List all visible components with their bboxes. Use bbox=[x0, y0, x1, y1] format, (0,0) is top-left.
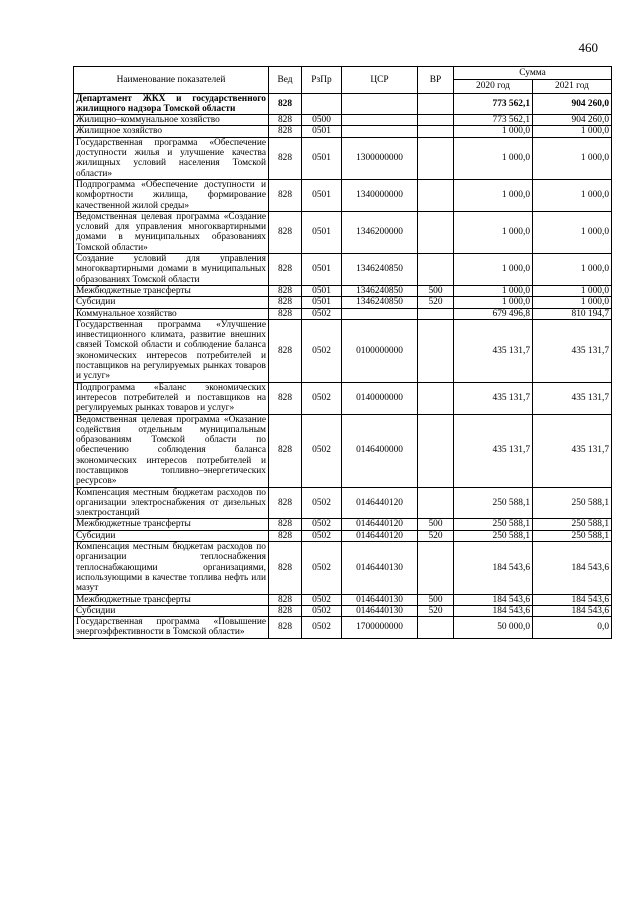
header-sum: Сумма bbox=[454, 67, 612, 80]
row-ved: 828 bbox=[269, 297, 302, 308]
row-sum-2020: 1 000,0 bbox=[454, 179, 533, 211]
row-sum-2021: 1 000,0 bbox=[533, 285, 612, 296]
row-sum-2021: 184 543,6 bbox=[533, 594, 612, 605]
row-ved: 828 bbox=[269, 126, 302, 137]
row-sum-2021: 184 543,6 bbox=[533, 605, 612, 616]
row-sum-2021: 435 131,7 bbox=[533, 382, 612, 414]
row-name: Государственная программа «Обеспечение доступности жилья и улучшение качества жилищных условий населения Томской области» bbox=[74, 137, 269, 179]
row-ved: 828 bbox=[269, 382, 302, 414]
row-sum-2020: 773 562,1 bbox=[454, 93, 533, 115]
row-name: Компенсация местным бюджетам расходов по организации электроснабжения от дизельных электростанций bbox=[74, 487, 269, 519]
row-csr: 0100000000 bbox=[342, 319, 418, 382]
row-vr: 500 bbox=[418, 519, 454, 530]
row-vr: 520 bbox=[418, 605, 454, 616]
row-rzpr: 0502 bbox=[302, 487, 342, 519]
row-rzpr bbox=[302, 93, 342, 115]
row-vr bbox=[418, 308, 454, 319]
header-ved: Вед bbox=[269, 67, 302, 94]
row-rzpr: 0502 bbox=[302, 414, 342, 487]
row-csr: 0146440120 bbox=[342, 487, 418, 519]
row-name: Межбюджетные трансферты bbox=[74, 285, 269, 296]
row-sum-2020: 184 543,6 bbox=[454, 605, 533, 616]
row-sum-2021: 0,0 bbox=[533, 617, 612, 639]
row-name: Государственная программа «Повышение энергоэффективности в Томской области» bbox=[74, 617, 269, 639]
row-sum-2021: 250 588,1 bbox=[533, 530, 612, 541]
row-csr: 1346240850 bbox=[342, 297, 418, 308]
row-ved: 828 bbox=[269, 605, 302, 616]
row-vr bbox=[418, 542, 454, 594]
row-csr bbox=[342, 126, 418, 137]
table-row bbox=[74, 211, 612, 253]
table-row bbox=[74, 617, 612, 639]
row-sum-2021: 1 000,0 bbox=[533, 211, 612, 253]
row-sum-2020: 773 562,1 bbox=[454, 115, 533, 126]
row-ved: 828 bbox=[269, 487, 302, 519]
table-header bbox=[74, 67, 612, 94]
row-vr bbox=[418, 211, 454, 253]
header-csr: ЦСР bbox=[342, 67, 418, 94]
table-row bbox=[74, 137, 612, 179]
row-vr bbox=[418, 93, 454, 115]
row-ved: 828 bbox=[269, 179, 302, 211]
row-vr: 500 bbox=[418, 594, 454, 605]
table-row bbox=[74, 519, 612, 530]
row-name: Ведомственная целевая программа «Создание условий для управления многоквартирными домами в муниципальных образованиях Томской области» bbox=[74, 211, 269, 253]
table-row bbox=[74, 487, 612, 519]
row-csr: 0146440130 bbox=[342, 542, 418, 594]
table-row bbox=[74, 308, 612, 319]
row-csr: 0146440120 bbox=[342, 530, 418, 541]
row-rzpr: 0502 bbox=[302, 308, 342, 319]
row-ved: 828 bbox=[269, 308, 302, 319]
row-csr: 1346200000 bbox=[342, 211, 418, 253]
table-row bbox=[74, 93, 612, 115]
row-rzpr: 0502 bbox=[302, 542, 342, 594]
row-name: Создание условий для управления многоквартирными домами в муниципальных образованиях Томской области bbox=[74, 254, 269, 286]
row-vr bbox=[418, 414, 454, 487]
row-rzpr: 0501 bbox=[302, 211, 342, 253]
table-row bbox=[74, 126, 612, 137]
row-rzpr: 0502 bbox=[302, 519, 342, 530]
row-name: Межбюджетные трансферты bbox=[74, 519, 269, 530]
row-ved: 828 bbox=[269, 254, 302, 286]
table-row bbox=[74, 115, 612, 126]
table-row bbox=[74, 382, 612, 414]
row-sum-2021: 435 131,7 bbox=[533, 319, 612, 382]
row-vr bbox=[418, 137, 454, 179]
row-sum-2021: 1 000,0 bbox=[533, 254, 612, 286]
row-sum-2021: 904 260,0 bbox=[533, 93, 612, 115]
page-number: 460 bbox=[578, 40, 598, 55]
row-rzpr: 0501 bbox=[302, 179, 342, 211]
row-rzpr: 0501 bbox=[302, 285, 342, 296]
row-ved: 828 bbox=[269, 530, 302, 541]
row-ved: 828 bbox=[269, 594, 302, 605]
header-year-2021: 2021 год bbox=[533, 80, 612, 93]
row-vr bbox=[418, 126, 454, 137]
row-ved: 828 bbox=[269, 617, 302, 639]
row-rzpr: 0501 bbox=[302, 126, 342, 137]
row-sum-2021: 1 000,0 bbox=[533, 126, 612, 137]
row-sum-2021: 250 588,1 bbox=[533, 519, 612, 530]
row-csr: 0146440130 bbox=[342, 594, 418, 605]
row-ved: 828 bbox=[269, 137, 302, 179]
row-ved: 828 bbox=[269, 115, 302, 126]
row-sum-2020: 1 000,0 bbox=[454, 126, 533, 137]
row-ved: 828 bbox=[269, 319, 302, 382]
header-rzpr: РзПр bbox=[302, 67, 342, 94]
row-ved: 828 bbox=[269, 542, 302, 594]
row-csr bbox=[342, 93, 418, 115]
row-vr bbox=[418, 254, 454, 286]
row-csr: 1346240850 bbox=[342, 254, 418, 286]
table-row bbox=[74, 254, 612, 286]
row-sum-2020: 50 000,0 bbox=[454, 617, 533, 639]
row-sum-2020: 1 000,0 bbox=[454, 297, 533, 308]
table-row bbox=[74, 179, 612, 211]
row-rzpr: 0502 bbox=[302, 617, 342, 639]
row-name: Субсидии bbox=[74, 605, 269, 616]
header-year-2020: 2020 год bbox=[454, 80, 533, 93]
row-csr: 1700000000 bbox=[342, 617, 418, 639]
row-ved: 828 bbox=[269, 519, 302, 530]
row-vr bbox=[418, 487, 454, 519]
table-row bbox=[74, 594, 612, 605]
row-rzpr: 0502 bbox=[302, 319, 342, 382]
row-sum-2020: 435 131,7 bbox=[454, 319, 533, 382]
table-row bbox=[74, 542, 612, 594]
row-name: Департамент ЖКХ и государственного жилищного надзора Томской области bbox=[74, 93, 269, 115]
row-csr: 1300000000 bbox=[342, 137, 418, 179]
row-name: Ведомственная целевая программа «Оказание содействия отдельным муниципальным образованиям Томской области по обеспечению соблюдения баланса экономических интересов потребителей и поставщиков топливно–энергетических ресурсов» bbox=[74, 414, 269, 487]
table-body bbox=[74, 93, 612, 638]
row-sum-2020: 679 496,8 bbox=[454, 308, 533, 319]
row-sum-2021: 1 000,0 bbox=[533, 297, 612, 308]
row-ved: 828 bbox=[269, 211, 302, 253]
row-name: Жилищно–коммунальное хозяйство bbox=[74, 115, 269, 126]
row-vr bbox=[418, 319, 454, 382]
row-sum-2020: 250 588,1 bbox=[454, 530, 533, 541]
row-sum-2020: 184 543,6 bbox=[454, 594, 533, 605]
row-rzpr: 0501 bbox=[302, 297, 342, 308]
row-sum-2021: 1 000,0 bbox=[533, 179, 612, 211]
table-row bbox=[74, 605, 612, 616]
header-vr: ВР bbox=[418, 67, 454, 94]
header-name: Наименование показателей bbox=[74, 67, 269, 94]
row-sum-2020: 1 000,0 bbox=[454, 211, 533, 253]
row-csr: 0140000000 bbox=[342, 382, 418, 414]
row-sum-2020: 435 131,7 bbox=[454, 382, 533, 414]
row-vr: 520 bbox=[418, 297, 454, 308]
row-rzpr: 0502 bbox=[302, 530, 342, 541]
row-sum-2020: 1 000,0 bbox=[454, 285, 533, 296]
row-name: Государственная программа «Улучшение инвестиционного климата, развитие внешних связей Томской области и соблюдение баланса экономических интересов потребителей и поставщиков на регулируемых рынках товаров и услуг» bbox=[74, 319, 269, 382]
row-rzpr: 0500 bbox=[302, 115, 342, 126]
row-sum-2020: 435 131,7 bbox=[454, 414, 533, 487]
table-row bbox=[74, 285, 612, 296]
row-ved: 828 bbox=[269, 414, 302, 487]
row-name: Подпрограмма «Баланс экономических интересов потребителей и поставщиков на регулируемых рынках товаров и услуг» bbox=[74, 382, 269, 414]
row-rzpr: 0502 bbox=[302, 382, 342, 414]
row-vr: 500 bbox=[418, 285, 454, 296]
budget-table bbox=[73, 66, 612, 639]
row-csr: 1346240850 bbox=[342, 285, 418, 296]
row-rzpr: 0502 bbox=[302, 594, 342, 605]
row-vr bbox=[418, 179, 454, 211]
row-rzpr: 0501 bbox=[302, 137, 342, 179]
table-row bbox=[74, 414, 612, 487]
table-row bbox=[74, 530, 612, 541]
row-ved: 828 bbox=[269, 93, 302, 115]
row-sum-2020: 184 543,6 bbox=[454, 542, 533, 594]
row-rzpr: 0502 bbox=[302, 605, 342, 616]
row-csr bbox=[342, 115, 418, 126]
row-csr: 0146440120 bbox=[342, 519, 418, 530]
row-vr bbox=[418, 115, 454, 126]
row-vr bbox=[418, 617, 454, 639]
row-name: Межбюджетные трансферты bbox=[74, 594, 269, 605]
row-ved: 828 bbox=[269, 285, 302, 296]
row-csr: 0146400000 bbox=[342, 414, 418, 487]
row-vr bbox=[418, 382, 454, 414]
row-csr bbox=[342, 308, 418, 319]
row-name: Субсидии bbox=[74, 530, 269, 541]
row-csr: 0146440130 bbox=[342, 605, 418, 616]
row-sum-2021: 810 194,7 bbox=[533, 308, 612, 319]
row-vr: 520 bbox=[418, 530, 454, 541]
row-sum-2020: 250 588,1 bbox=[454, 519, 533, 530]
row-sum-2021: 250 588,1 bbox=[533, 487, 612, 519]
row-name: Субсидии bbox=[74, 297, 269, 308]
row-csr: 1340000000 bbox=[342, 179, 418, 211]
row-name: Жилищное хозяйство bbox=[74, 126, 269, 137]
row-sum-2021: 184 543,6 bbox=[533, 542, 612, 594]
row-sum-2021: 904 260,0 bbox=[533, 115, 612, 126]
row-sum-2020: 1 000,0 bbox=[454, 137, 533, 179]
row-sum-2020: 1 000,0 bbox=[454, 254, 533, 286]
row-name: Компенсация местным бюджетам расходов по организации теплоснабжения теплоснабжающими организациями, использующими в качестве топлива нефть или мазут bbox=[74, 542, 269, 594]
row-sum-2021: 435 131,7 bbox=[533, 414, 612, 487]
table-row bbox=[74, 297, 612, 308]
row-name: Подпрограмма «Обеспечение доступности и комфортности жилища, формирование качественной жилой среды» bbox=[74, 179, 269, 211]
row-rzpr: 0501 bbox=[302, 254, 342, 286]
table-row bbox=[74, 319, 612, 382]
row-name: Коммунальное хозяйство bbox=[74, 308, 269, 319]
row-sum-2020: 250 588,1 bbox=[454, 487, 533, 519]
row-sum-2021: 1 000,0 bbox=[533, 137, 612, 179]
